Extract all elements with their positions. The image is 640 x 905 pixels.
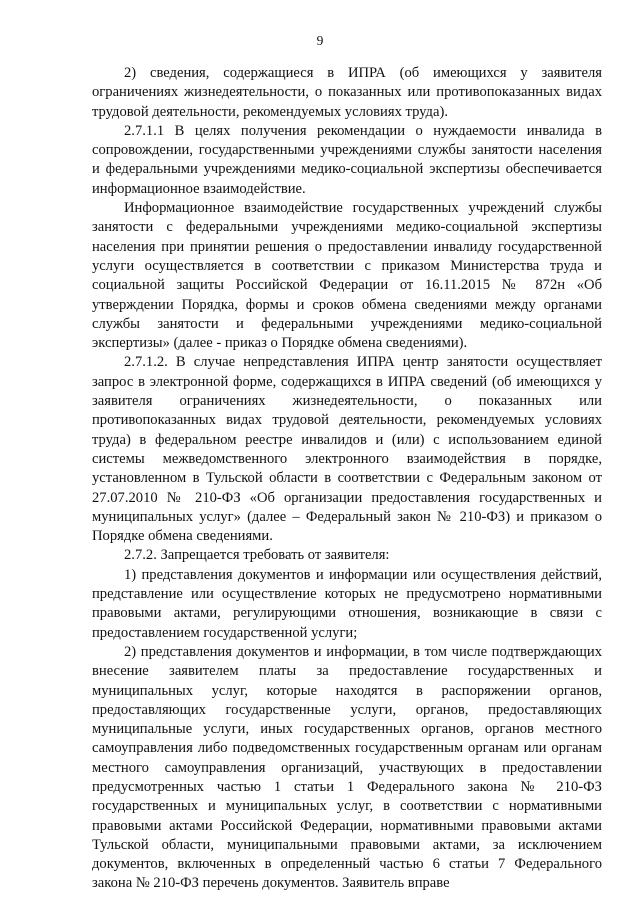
paragraph-information-interaction: Информационное взаимодействие государственных учреждений службы занятости с федеральными учреждениями медико-социальной экспертизы населения при принятии решения о предоставлении инвалиду государственной услуги осуществляется в соответствии с приказом Министерства труда и социальной защиты Российской Федерации от 16.11.2015 № 872н «Об утверждении Порядка, формы и сроков обмена сведениями между органами службы занятости и федеральными учреждениями медико-социальной экспертизы» (далее - приказ о Порядке обмена сведениями). bbox=[92, 200, 602, 352]
paragraph-2-7-2: 2.7.2. Запрещается требовать от заявителя: bbox=[124, 547, 390, 564]
document-body bbox=[92, 64, 602, 894]
paragraph-prohibition-2: 2) представления документов и информации, в том числе подтверждающих внесение заявителем платы за предоставление государственных и муниципальных услуг, которые находятся в распоряжении органов, предоставляющих государственные услуги, органов, предоставляющих муниципальные услуги, иных государственных органов, органов местного самоуправления либо подведомственных государственным органам или органам местного самоуправления организаций, участвующих в предоставлении предусмотренных частью 1 статьи 1 Федерального закона № 210-ФЗ государственных и муниципальных услуг, в соответствии с нормативными правовыми актами Российской Федерации, нормативными правовыми актами Тульской области, муниципальными правовыми актами, за исключением документов, включенных в определенный частью 6 статьи 7 Федерального закона № 210-ФЗ перечень документов. Заявитель вправе bbox=[92, 643, 602, 892]
paragraph-prohibition-1: 1) представления документов и информации или осуществления действий, представление или осуществление которых не предусмотрено нормативными правовыми актами, регулирующими отношения, возникающие в связи с предоставлением государственной услуги; bbox=[92, 566, 602, 641]
paragraph-ipra-info: 2) сведения, содержащиеся в ИПРА (об имеющихся у заявителя ограничениях жизнедеятельности, о показанных или противопоказанных видах трудовой деятельности, рекомендуемых условиях труда). bbox=[92, 65, 602, 120]
page-number: 9 bbox=[316, 33, 324, 48]
paragraph-2-7-1-2: 2.7.1.2. В случае непредставления ИПРА центр занятости осуществляет запрос в электронной форме, содержащихся в ИПРА сведений (об имеющихся у заявителя ограничениях жизнедеятельности, о показанных или противопоказанных видах трудовой деятельности, рекомендуемых условиях труда) в федеральном реестре инвалидов и (или) с использованием единой системы межведомственного электронного взаимодействия в порядке, установленном в Тульской области в соответствии с Федеральным законом от 27.07.2010 № 210-ФЗ «Об организации предоставления государственных и муниципальных услуг» (далее – Федеральный закон № 210-ФЗ) и приказом о Порядке обмена сведениями. bbox=[92, 354, 602, 545]
paragraph-2-7-1-1: 2.7.1.1 В целях получения рекомендации о нуждаемости инвалида в сопровождении, государственными учреждениями службы занятости населения и федеральными учреждениями медико-социальной экспертизы обеспечивается информационное взаимодействие. bbox=[92, 122, 602, 197]
